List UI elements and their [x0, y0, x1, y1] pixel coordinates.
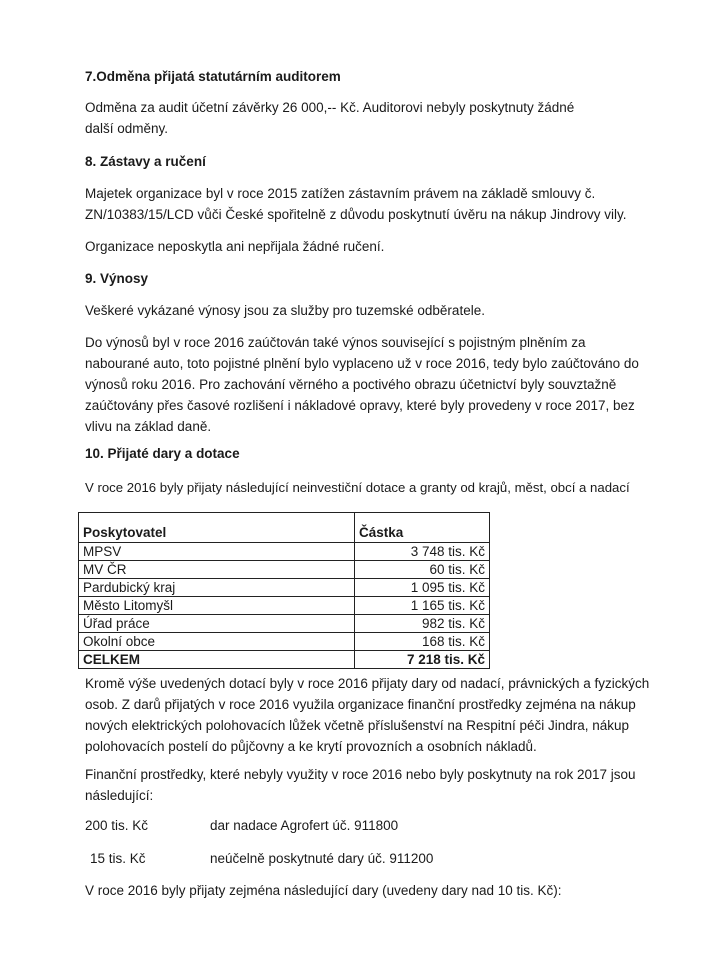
- section-8-heading: 8. Zástavy a ručení: [85, 154, 206, 169]
- provider-cell: MPSV: [79, 543, 355, 561]
- section-10-intro: V roce 2016 byly přijaty následující neinvestiční dotace a granty od krajů, měst, obcí a nadací: [85, 480, 630, 495]
- amount-cell: 1 165 tis. Kč: [355, 597, 490, 615]
- provider-cell: MV ČR: [79, 561, 355, 579]
- section-10-after-table: Kromě výše uvedených dotací byly v roce 2016 přijaty dary od nadací, právnických a fyzických osob. Z darů přijatých v roce 2016 využila organizace finanční prostředky zejména na nákup nových elektrických polohovacích lůžek včetně příslušenství na Respitní péči Jindra, nákup polohovacích postelí do půjčovny a ke krytí provozních a osobních nákladů.: [85, 676, 650, 754]
- table-total-row: [79, 651, 490, 669]
- section-10-unused-intro: Finanční prostředky, které nebyly využity v roce 2016 nebo byly poskytnuty na rok 2017 jsou následující:: [85, 767, 636, 803]
- table-row: [79, 597, 490, 615]
- amount-cell: 3 748 tis. Kč: [355, 543, 490, 561]
- section-10-heading: 10. Přijaté dary a dotace: [85, 446, 240, 461]
- provider-cell: Okolní obce: [79, 633, 355, 651]
- provider-cell: Pardubický kraj: [79, 579, 355, 597]
- amount-cell: 982 tis. Kč: [355, 615, 490, 633]
- table-row: [79, 579, 490, 597]
- section-10-closing: V roce 2016 byly přijaty zejména následující dary (uvedeny dary nad 10 tis. Kč):: [85, 883, 562, 898]
- grants-table: [78, 512, 490, 669]
- unused-amount-1: 200 tis. Kč: [85, 818, 149, 833]
- unused-desc-1: dar nadace Agrofert úč. 911800: [210, 818, 399, 833]
- table-row: [79, 543, 490, 561]
- amount-cell: 1 095 tis. Kč: [355, 579, 490, 597]
- section-7-heading: 7.Odměna přijatá statutárním auditorem: [85, 69, 341, 84]
- amount-cell: 168 tis. Kč: [355, 633, 490, 651]
- provider-cell: Úřad práce: [79, 615, 355, 633]
- section-9-heading: 9. Výnosy: [85, 271, 149, 286]
- table-header-row: [79, 513, 490, 543]
- table-row: [79, 561, 490, 579]
- section-9-text-1: Veškeré vykázané výnosy jsou za služby pro tuzemské odběratele.: [85, 303, 485, 318]
- unused-amount-2: 15 tis. Kč: [90, 851, 146, 866]
- amount-cell: 60 tis. Kč: [355, 561, 490, 579]
- unused-desc-2: neúčelně poskytnuté dary úč. 911200: [210, 851, 434, 866]
- table-row: [79, 615, 490, 633]
- section-8-text-2: Organizace neposkytla ani nepřijala žádné ručení.: [85, 239, 385, 254]
- total-label: CELKEM: [79, 651, 355, 669]
- section-7-text: Odměna za audit účetní závěrky 26 000,-- Kč. Auditorovi nebyly poskytnuty žádné další odměny.: [85, 100, 575, 136]
- column-header-amount: Částka: [355, 513, 490, 543]
- section-8-text-1: Majetek organizace byl v roce 2015 zatížen zástavním právem na základě smlouvy č. ZN/10383/15/LCD vůči České spořitelně z důvodu poskytnutí úvěru na nákup Jindrovy vily.: [85, 186, 627, 222]
- total-amount: 7 218 tis. Kč: [355, 651, 490, 669]
- column-header-provider: Poskytovatel: [79, 513, 355, 543]
- section-9-text-2: Do výnosů byl v roce 2016 zaúčtován také výnos související s pojistným plněním za nabourané auto, toto pojistné plnění bylo vyplaceno už v roce 2016, tedy bylo zaúčtováno do výnosů roku 2016. Pro zachování věrného a poctivého obrazu účetnictví byly souvztažně zaúčtovány přes časové rozlišení i nákladové opravy, které byly provedeny v roce 2017, bez vlivu na základ daně.: [85, 335, 639, 434]
- provider-cell: Město Litomyšl: [79, 597, 355, 615]
- table-row: [79, 633, 490, 651]
